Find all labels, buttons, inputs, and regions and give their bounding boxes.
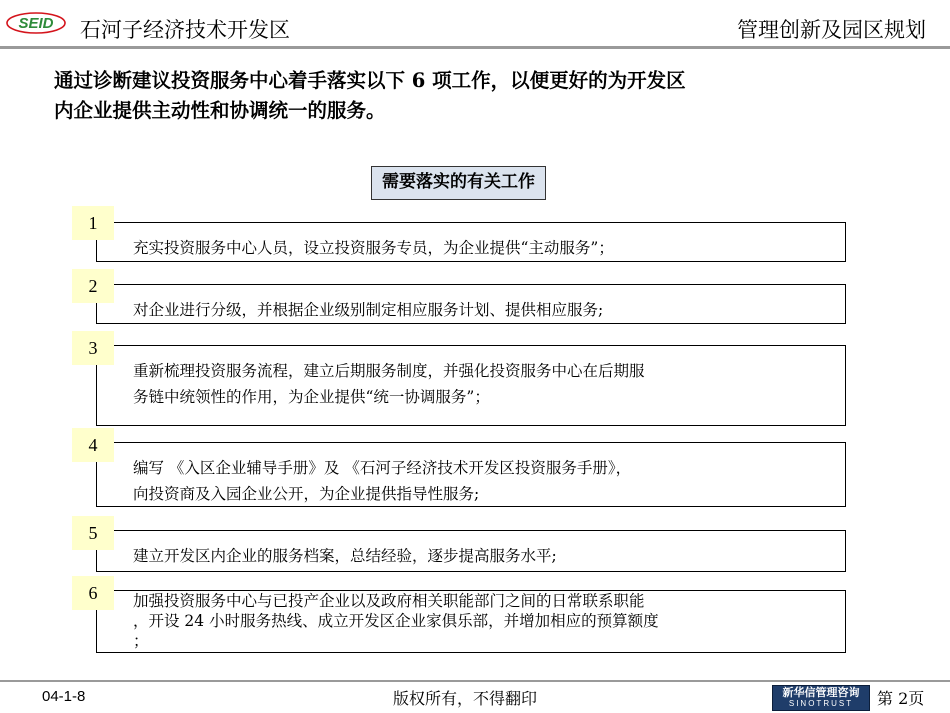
task-number-badge: 6 — [72, 576, 114, 610]
task-item — [96, 284, 846, 324]
task-text-line: 充实投资服务中心人员，设立投资服务专员，为企业提供“主动服务”； — [133, 239, 614, 257]
intro-line: 内企业提供主动性和协调统一的服务。 — [54, 99, 386, 122]
logo-text: SEID — [18, 15, 54, 32]
task-text-line: 加强投资服务中心与已投产企业以及政府相关职能部门之间的日常联系职能 — [133, 592, 645, 610]
intro-line: 通过诊断建议投资服务中心着手落实以下 6 项工作，以便更好的为开发区 — [54, 69, 686, 92]
task-number-badge: 2 — [72, 269, 114, 303]
task-item — [96, 590, 846, 653]
task-text-line: 对企业进行分级，并根据企业级别制定相应服务计划、提供相应服务; — [133, 301, 604, 319]
header-divider — [0, 46, 950, 49]
footer-date: 04-1-8 — [42, 688, 86, 705]
header-section-title: 管理创新及园区规划 — [737, 18, 926, 42]
task-text-line: 务链中统领性的作用，为企业提供“统一协调服务”； — [133, 388, 490, 406]
brand-name-cn: 新华信管理咨询 — [782, 686, 860, 699]
task-number-badge: 5 — [72, 516, 114, 550]
brand-name-en: SINOTRUST — [788, 699, 854, 708]
task-text-line: 向投资商及入园企业公开，为企业提供指导性服务; — [133, 485, 480, 503]
task-item — [96, 530, 846, 572]
task-number-badge: 3 — [72, 331, 114, 365]
task-text-line: ； — [133, 632, 149, 650]
footer-divider — [0, 680, 950, 682]
intro-paragraph — [54, 66, 904, 126]
footer-copyright: 版权所有，不得翻印 — [393, 689, 538, 708]
task-text-line: 编写 《入区企业辅导手册》及 《石河子经济技术开发区投资服务手册》， — [133, 459, 632, 477]
section-label: 需要落实的有关工作 — [371, 166, 546, 200]
slide-header — [0, 0, 950, 48]
seid-logo — [6, 11, 66, 35]
task-item — [96, 442, 846, 507]
task-text-line: 建立开发区内企业的服务档案，总结经验，逐步提高服务水平; — [133, 547, 557, 565]
page-number: 第 2页 — [877, 689, 925, 708]
task-text-line: ，开设 24 小时服务热线、成立开发区企业家俱乐部，并增加相应的预算额度 — [133, 612, 659, 630]
task-item — [96, 222, 846, 262]
sinotrust-logo — [772, 685, 870, 711]
task-text-line: 重新梳理投资服务流程，建立后期服务制度，并强化投资服务中心在后期服 — [133, 362, 645, 380]
task-number-badge: 1 — [72, 206, 114, 240]
task-item — [96, 345, 846, 426]
header-title: 石河子经济技术开发区 — [80, 18, 290, 42]
task-number-badge: 4 — [72, 428, 114, 462]
